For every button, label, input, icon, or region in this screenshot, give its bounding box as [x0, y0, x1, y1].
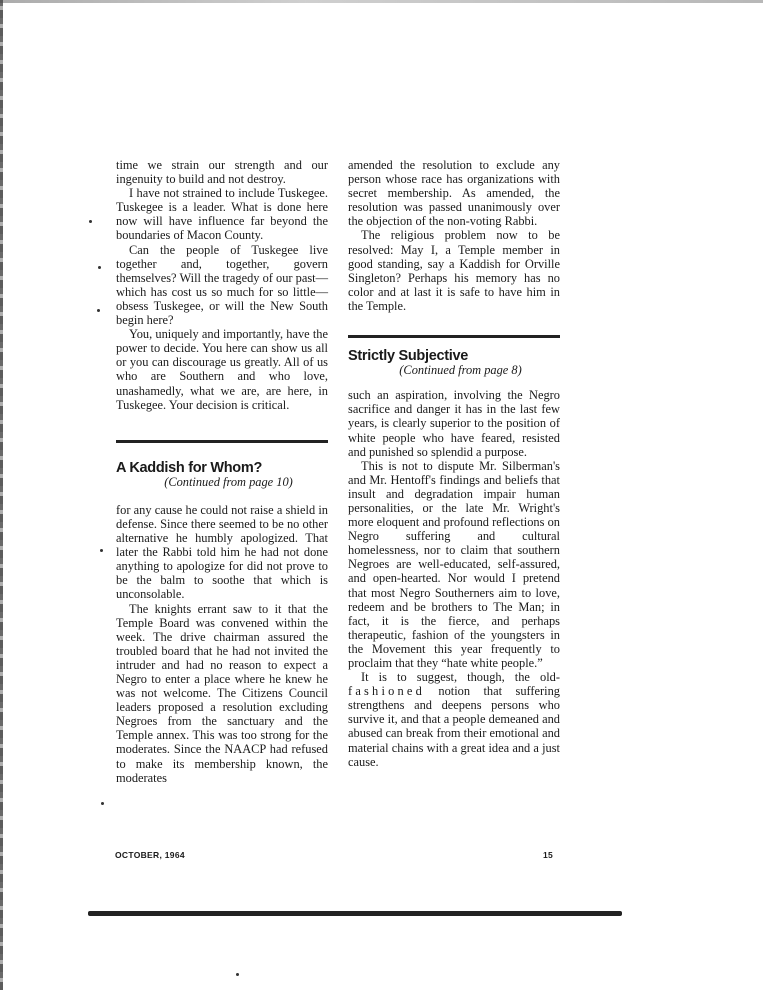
paragraph	[348, 670, 560, 769]
paragraph: for any cause he could not raise a shield in defense. Since there seemed to be no other alternative he humbly apologized. That later the Rabbi told him he had not done anything to apologize for did not prove to be the balm to soothe that which is unconsolable.	[116, 502, 328, 602]
section-divider	[116, 440, 328, 443]
scan-speck	[101, 802, 104, 805]
scan-speck	[236, 973, 239, 976]
paragraph-text: It is to suggest, though, the old-	[361, 670, 560, 685]
paragraph: such an aspiration, involving the Negro sacrifice and danger it has in the last few years, is clearly superior to the position of white people who have feared, resisted and punished so splendid a purpose.	[348, 388, 560, 459]
scan-edge-left	[0, 0, 3, 990]
paragraph-text: notion that suffering strengthens and deepens persons who survive it, and that a people demeaned and abused can break from their emotional and material chains with a great idea and a just cause.	[348, 684, 560, 769]
paragraph: The religious problem now to be resolved: May I, a Temple member in good standing, say a Kaddish for Orville Singleton? Perhaps his memory has no color and at last it is safe to have him in the Temple.	[348, 228, 560, 313]
paragraph: You, uniquely and importantly, have the power to decide. You here can show us all or you can discourage us greatly. All of us who are Southern and who love, unashamedly, what we are, are here, in Tuskegee. Your decision is critical.	[116, 327, 328, 412]
paragraph: This is not to dispute Mr. Silberman's and Mr. Hentoff's findings and beliefs that insult and degradation impair human personalities, or the late Mr. Wright's more eloquent and profound reflections on Negro suffering and cultural homelessness, nor to claim that southern Negroes are well-educated, self-assured, and open-hearted. Nor would I pretend that most Negro Southerners aim to love, redeem and be brothers to The Man; in fact, it is the fierce, and perhaps therapeutic, fashion of the youngsters in the Movement this year frequently to proclaim that they “hate white people.”	[348, 458, 560, 670]
section-divider	[348, 335, 560, 338]
section-heading: A Kaddish for Whom?	[116, 459, 262, 476]
scan-speck	[98, 266, 101, 269]
scan-speck	[89, 220, 92, 223]
paragraph: I have not strained to include Tuskegee. Tuskegee is a leader. What is done here now will have influence far beyond the boundaries of Macon County.	[116, 186, 328, 243]
paragraph: time we strain our strength and our ingenuity to build and not destroy.	[116, 158, 328, 187]
section-heading: Strictly Subjective	[348, 348, 469, 365]
right-column	[348, 158, 560, 769]
paragraph: Can the people of Tuskegee live together and, together, govern themselves? Will the tragedy of our past—which has cost us so much for so little—obsess Tuskegee, or will the New South begin here?	[116, 242, 328, 328]
footer-date: OCTOBER, 1964	[115, 850, 185, 860]
paragraph: amended the resolution to exclude any person whose race has organizations with secret membership. As amended, the resolution was passed unanimously over the objection of the non-voting Rabbi.	[348, 158, 560, 229]
page-number: 15	[543, 850, 554, 860]
continued-note: (Continued from page 8)	[399, 363, 522, 378]
scan-speck	[100, 549, 103, 552]
continued-note: (Continued from page 10)	[164, 474, 293, 489]
left-column	[116, 158, 328, 785]
spaced-word: fashioned	[348, 684, 425, 699]
scan-speck	[97, 309, 100, 312]
bottom-rule	[88, 911, 622, 916]
paragraph: The knights errant saw to it that the Temple Board was convened within the week. The drive chairman assured the troubled board that he had not invited the intruder and had no reason to expect a Negro to enter a place where he knew he was not welcome. The Citizens Council leaders proposed a resolution excluding Negroes from the sanctuary and the Temple annex. This was too strong for the moderates. Since the NAACP had refused to make its membership known, the moderates	[116, 601, 328, 785]
scan-edge-top	[0, 0, 763, 3]
